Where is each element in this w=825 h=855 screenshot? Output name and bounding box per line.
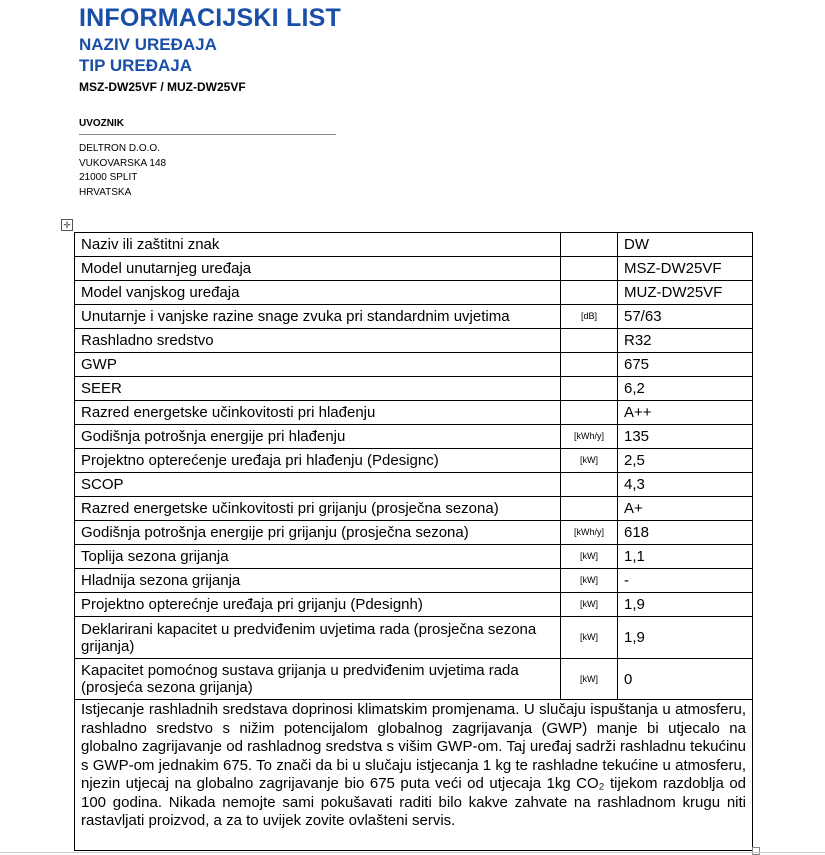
table-row: [75, 353, 753, 377]
row-label: Model unutarnjeg uređaja: [75, 257, 561, 281]
row-unit: [kWh/y]: [561, 521, 618, 545]
row-label: SCOP: [75, 473, 561, 497]
table-row: [75, 329, 753, 353]
row-unit: [561, 401, 618, 425]
row-label: Godišnja potrošnja energije pri grijanju (prosječna sezona): [75, 521, 561, 545]
table-row: [75, 449, 753, 473]
row-label: Model vanjskog uređaja: [75, 281, 561, 305]
row-label: Naziv ili zaštitni znak: [75, 233, 561, 257]
row-label: Razred energetske učinkovitosti pri hlađenju: [75, 401, 561, 425]
device-name-heading: NAZIV UREĐAJA: [79, 35, 217, 54]
table-row: [75, 425, 753, 449]
table-row: [75, 257, 753, 281]
row-unit: [561, 281, 618, 305]
table-row: [75, 473, 753, 497]
importer-address-line: HRVATSKA: [79, 186, 132, 198]
table-row: [75, 305, 753, 329]
row-value: MUZ-DW25VF: [618, 281, 753, 305]
row-value: 135: [618, 425, 753, 449]
model-number: MSZ-DW25VF / MUZ-DW25VF: [79, 80, 246, 94]
document-title: INFORMACIJSKI LIST: [79, 4, 341, 32]
row-value: R32: [618, 329, 753, 353]
table-row: [75, 700, 753, 851]
table-row: [75, 497, 753, 521]
row-unit: [561, 233, 618, 257]
table-row: [75, 401, 753, 425]
row-value: 2,5: [618, 449, 753, 473]
row-unit: [kW]: [561, 569, 618, 593]
refrigerant-note: Istjecanje rashladnih sredstava doprinosi klimatskim promjenama. U slučaju ispuštanja u atmosferu, rashladno sredstvo s nižim potencijalom globalnog zagrijavanja (GWP) manje bi utjecalo na globalno zagrijavanje od rashladnog sredstva s višim GWP-om. Taj uređaj sadrži rashladnu tekućinu s GWP-om jednakim 675. To znači da bi u slučaju istjecanja 1 kg te rashladne tekućine u atmosferu, njezin utjecaj na globalno zagrijavanje bio 675 puta veći od utjecaja 1kg CO₂ tijekom razdoblja od 100 godina. Nikada nemojte sami pokušavati raditi bilo kakve zahvate na rashladnom krugu niti rastavljati proizvod, a za to uvijek zovite ovlašteni servis.: [75, 700, 753, 851]
row-value: 4,3: [618, 473, 753, 497]
row-label: Razred energetske učinkovitosti pri grijanju (prosječna sezona): [75, 497, 561, 521]
row-unit: [561, 257, 618, 281]
row-unit: [kW]: [561, 593, 618, 617]
row-unit: [kW]: [561, 545, 618, 569]
row-value: A+: [618, 497, 753, 521]
row-label: Hladnija sezona grijanja: [75, 569, 561, 593]
row-unit: [561, 473, 618, 497]
table-row: [75, 233, 753, 257]
row-unit: [561, 353, 618, 377]
row-value: 57/63: [618, 305, 753, 329]
row-label: Projektno opterećnje uređaja pri grijanju (Pdesignh): [75, 593, 561, 617]
row-value: 618: [618, 521, 753, 545]
table-row: [75, 659, 753, 700]
table-row: [75, 593, 753, 617]
table-row: [75, 521, 753, 545]
row-value: MSZ-DW25VF: [618, 257, 753, 281]
importer-address-line: DELTRON D.O.O.: [79, 143, 160, 154]
importer-divider: [79, 134, 336, 135]
row-unit: [kWh/y]: [561, 425, 618, 449]
row-label: Toplija sezona grijanja: [75, 545, 561, 569]
row-label: GWP: [75, 353, 561, 377]
importer-label: UVOZNIK: [79, 118, 124, 129]
row-value: 6,2: [618, 377, 753, 401]
row-unit: [kW]: [561, 659, 618, 700]
table-row: [75, 569, 753, 593]
row-label: Rashladno sredstvo: [75, 329, 561, 353]
row-value: 1,9: [618, 593, 753, 617]
table-move-handle-icon[interactable]: ✛: [61, 219, 73, 231]
row-value: -: [618, 569, 753, 593]
row-value: 1,9: [618, 617, 753, 659]
row-label: Unutarnje i vanjske razine snage zvuka pri standardnim uvjetima: [75, 305, 561, 329]
spec-table: [74, 232, 753, 851]
row-unit: [dB]: [561, 305, 618, 329]
row-unit: [561, 329, 618, 353]
row-unit: [561, 377, 618, 401]
page-edge: [0, 852, 825, 853]
row-value: 1,1: [618, 545, 753, 569]
row-value: 0: [618, 659, 753, 700]
table-row: [75, 617, 753, 659]
row-label: SEER: [75, 377, 561, 401]
row-value: DW: [618, 233, 753, 257]
row-unit: [561, 497, 618, 521]
row-label: Deklarirani kapacitet u predviđenim uvjetima rada (prosječna sezona grijanja): [75, 617, 561, 659]
row-value: A++: [618, 401, 753, 425]
row-label: Kapacitet pomoćnog sustava grijanja u predviđenim uvjetima rada (prosjeća sezona grijanja): [75, 659, 561, 700]
table-resize-handle-icon[interactable]: [752, 847, 760, 855]
importer-address-line: 21000 SPLIT: [79, 172, 138, 183]
table-row: [75, 377, 753, 401]
importer-address-line: VUKOVARSKA 148: [79, 157, 167, 169]
table-row: [75, 545, 753, 569]
row-value: 675: [618, 353, 753, 377]
table-row: [75, 281, 753, 305]
row-unit: [kW]: [561, 449, 618, 473]
row-unit: [kW]: [561, 617, 618, 659]
device-type-heading: TIP UREĐAJA: [79, 56, 193, 75]
importer-address: [79, 142, 166, 200]
row-label: Godišnja potrošnja energije pri hlađenju: [75, 425, 561, 449]
row-label: Projektno opterećenje uređaja pri hlađenju (Pdesignc): [75, 449, 561, 473]
